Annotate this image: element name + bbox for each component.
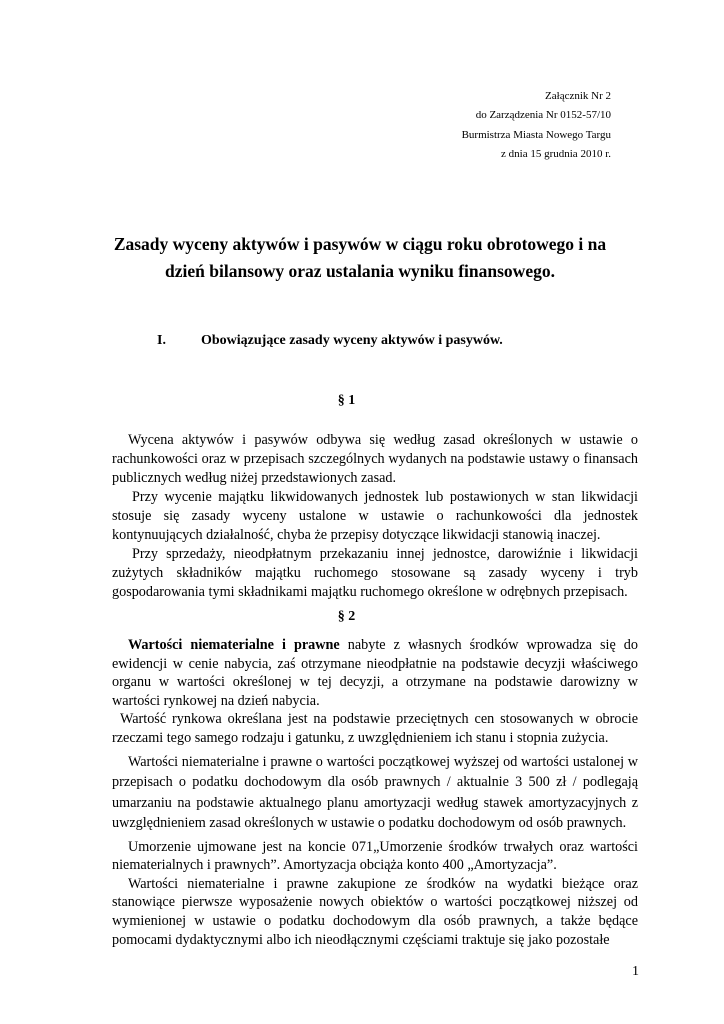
paragraph-text: Wartości niematerialne i prawne o wartości początkowej wyższej od wartości ustalonej w przepisach o podatku dochodowym dla osób prawnych / aktualnie 3 500 zł / podlegają umarzaniu na podstawie aktualnego planu amortyzacji według stawek amortyzacyjnych z uwzględnieniem zasad określonych w ustawie o podatku dochodowym od osób prawnych. xyxy=(112,753,638,832)
paragraph-1-body xyxy=(112,431,638,602)
paragraph-text: Wartości niematerialne i prawne zakupione ze środków na wydatki bieżące oraz stanowiące pierwsze wyposażenie nowych obiektów o wartości początkowej niższej od wymienionej w ustawie o podatku dochodowym dla osób prawnych, a także będące pomocami dydaktycznymi albo ich nieodłącznymi częściami traktuje się jako pozostałe xyxy=(112,875,638,948)
header-line: Załącznik Nr 2 xyxy=(545,90,611,102)
section-number: I. xyxy=(157,333,166,348)
paragraph-text xyxy=(112,636,638,710)
attachment-header xyxy=(462,87,611,164)
paragraph-text: Przy wycenie majątku likwidowanych jednostek lub postawionych w stan likwidacji stosuje się zasady wyceny ustalone w ustawie o rachunkowości dla jednostek kontynuujących działalność, chyba że przepisy dotyczące likwidacji stanowią inaczej. xyxy=(112,489,638,543)
page-number: 1 xyxy=(632,964,639,979)
title-line-1: Zasady wyceny aktywów i pasywów w ciągu roku obrotowego i na xyxy=(113,234,607,254)
header-line: Burmistrza Miasta Nowego Targu xyxy=(461,128,611,141)
paragraph-text-rest: nabyte z własnych środków wprowadza się do ewidencji w cenie nabycia, zaś otrzymane nieodpłatnie na podstawie decyzji właściwego organu w wartości określonej w tej decyzji, a otrzymane na podstawie darowizny w wartości rynkowej na dzień nabycia. xyxy=(112,637,638,709)
document-title xyxy=(60,231,660,285)
paragraph-text: Umorzenie ujmowane jest na koncie 071„Umorzenie środków trwałych oraz wartości niematerialnych i prawnych”. Amortyzacja obciąża konto 400 „Amortyzacja”. xyxy=(112,838,638,874)
paragraph-2-body xyxy=(112,636,638,949)
paragraph-mark-2: § 2 xyxy=(337,609,356,624)
paragraph-text: Wycena aktywów i pasywów odbywa się według zasad określonych w ustawie o rachunkowości oraz w przepisach szczególnych wydanych na podstawie ustawy o finansach publicznych według niżej przedstawionych zasad. xyxy=(112,432,638,486)
header-line: do Zarządzenia Nr 0152-57/10 xyxy=(475,109,611,122)
section-title: Obowiązujące zasady wyceny aktywów i pasywów. xyxy=(201,333,503,348)
section-heading xyxy=(157,333,503,349)
paragraph-mark-1: § 1 xyxy=(337,393,356,408)
paragraph-text: Wartość rynkowa określana jest na podstawie przeciętnych cen stosowanych w obrocie rzeczami tego samego rodzaju i gatunku, z uwzględnieniem ich stanu i stopnia zużycia. xyxy=(112,711,638,746)
term-highlight: Wartości niematerialne i prawne xyxy=(128,637,340,653)
title-line-2: dzień bilansowy oraz ustalania wyniku finansowego. xyxy=(165,261,555,281)
header-line: z dnia 15 grudnia 2010 r. xyxy=(501,147,611,160)
paragraph-text: Przy sprzedaży, nieodpłatnym przekazaniu innej jednostce, darowiźnie i likwidacji zużytych składników majątku ruchomego stosowane są zasady wyceny i tryb gospodarowania tymi składnikami majątku ruchomego określone w odrębnych przepisach. xyxy=(112,546,638,600)
